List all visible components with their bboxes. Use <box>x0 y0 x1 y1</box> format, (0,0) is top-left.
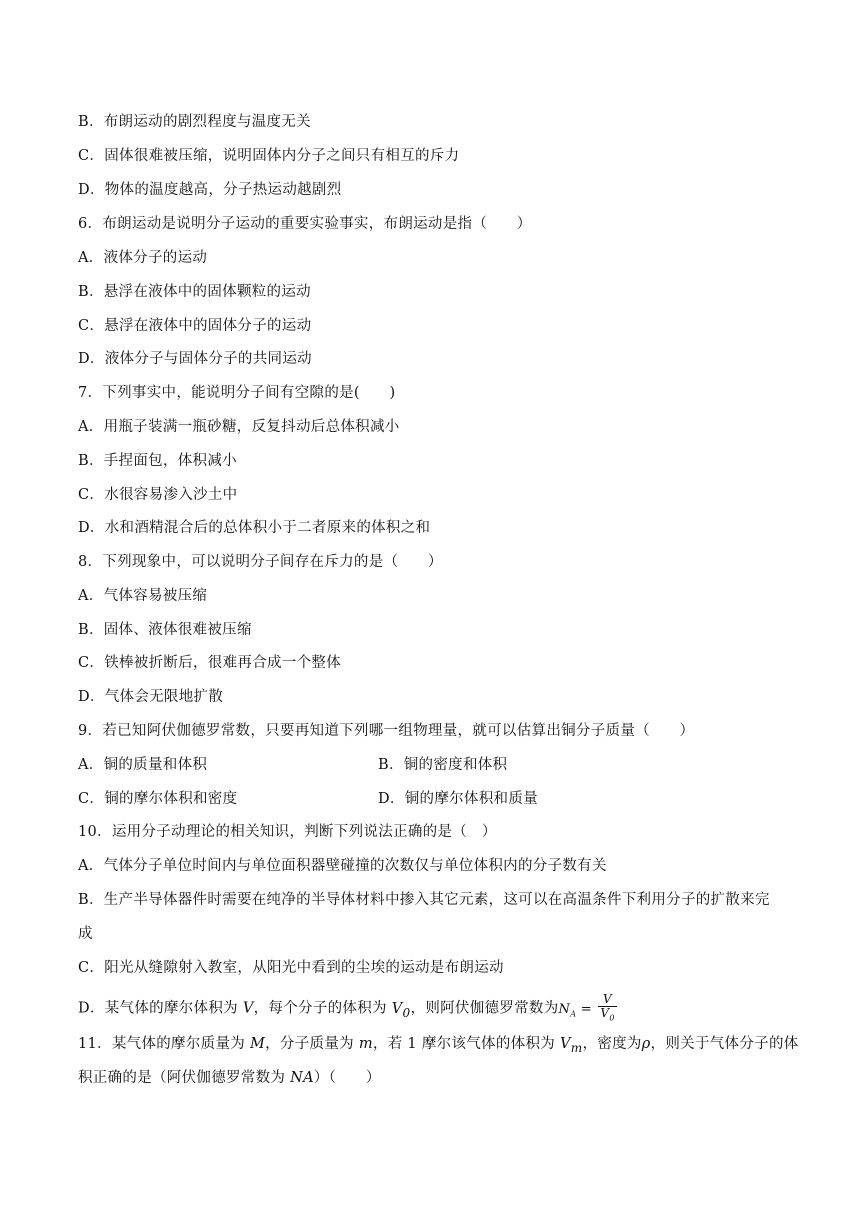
q11-var-m: m <box>358 1036 373 1052</box>
q5-option-c: C．固体很难被压缩，说明固体内分子之间只有相互的斥力 <box>78 148 460 164</box>
q11-stem-line2: 积正确的是（阿伏伽德罗常数为 NA）（ ） <box>78 1070 381 1086</box>
q10-option-d <box>78 993 617 1024</box>
q6-option-a: A．液体分子的运动 <box>78 250 208 266</box>
q6-option-d: D．液体分子与固体分子的共同运动 <box>78 351 312 367</box>
q11-var-rho: ρ <box>641 1036 651 1052</box>
q11-stem-line1: 11．某气体的摩尔质量为 M，分子质量为 m，若 1 摩尔该气体的体积为 $V_m$，密度为ρ，则关于气体分子的体 <box>78 1036 799 1055</box>
q10-d-formula-fraction <box>598 993 616 1024</box>
q10-d-formula-lhs: $N_A$ = <box>558 1001 597 1019</box>
fraction-numerator: V <box>598 993 616 1007</box>
q9-option-a: A．铜的质量和体积 <box>78 757 208 773</box>
q10-d-text-2: ，每个分子的体积为 <box>253 1000 392 1017</box>
q9-option-b: B．铜的密度和体积 <box>378 757 508 773</box>
q6-stem: 6．布朗运动是说明分子运动的重要实验事实，布朗运动是指（ ） <box>78 216 532 232</box>
q10-option-a: A．气体分子单位时间内与单位面积器壁碰撞的次数仅与单位体积内的分子数有关 <box>78 858 607 874</box>
q7-option-b: B．手捏面包，体积减小 <box>78 453 237 469</box>
q8-option-b: B．固体、液体很难被压缩 <box>78 622 252 638</box>
q10-option-b-line2: 成 <box>78 926 93 942</box>
q10-d-text-1: D．某气体的摩尔体积为 <box>78 1000 243 1017</box>
q11-var-m-cap: M <box>249 1036 266 1052</box>
q10-option-b-line1: B．生产半导体器件时需要在纯净的半导体材料中掺入其它元素，这可以在高温条件下利用分子的扩散来完 <box>78 892 770 908</box>
q8-option-c: C．铁棒被折断后，很难再合成一个整体 <box>78 655 341 671</box>
q9-option-c: C．铜的摩尔体积和密度 <box>78 791 238 807</box>
q5-option-b: B．布朗运动的剧烈程度与温度无关 <box>78 114 311 130</box>
q6-option-b: B．悬浮在液体中的固体颗粒的运动 <box>78 284 311 300</box>
q7-option-c: C．水很容易渗入沙土中 <box>78 487 238 503</box>
q11-var-vm: $V_m$ <box>559 1036 583 1055</box>
q7-option-d: D．水和酒精混合后的总体积小于二者原来的体积之和 <box>78 520 431 536</box>
q5-option-d: D．物体的温度越高，分子热运动越剧烈 <box>78 182 342 198</box>
q7-stem: 7．下列事实中，能说明分子间有空隙的是( ) <box>78 385 396 401</box>
q10-d-var-v0: $V_0$ <box>391 1000 411 1020</box>
q9-stem: 9．若已知阿伏伽德罗常数，只要再知道下列哪一组物理量，就可以估算出铜分子质量（ ） <box>78 723 695 739</box>
q8-option-d: D．气体会无限地扩散 <box>78 689 224 705</box>
q6-option-c: C．悬浮在液体中的固体分子的运动 <box>78 318 312 334</box>
q11-var-na: NA <box>290 1070 314 1086</box>
q10-stem: 10．运用分子动理论的相关知识，判断下列说法正确的是（ ） <box>78 824 497 840</box>
q10-d-text-3: ，则阿伏伽德罗常数为 <box>410 1000 559 1017</box>
q9-option-d: D．铜的摩尔体积和质量 <box>378 791 538 807</box>
q10-option-c: C．阳光从缝隙射入教室，从阳光中看到的尘埃的运动是布朗运动 <box>78 960 504 976</box>
q8-option-a: A．气体容易被压缩 <box>78 588 208 604</box>
q10-d-var-v: V <box>242 1000 254 1017</box>
q8-stem: 8．下列现象中，可以说明分子间存在斥力的是（ ） <box>78 554 443 570</box>
fraction-denominator: $V_0$ <box>600 1006 615 1023</box>
q7-option-a: A．用瓶子装满一瓶砂糖，反复抖动后总体积减小 <box>78 419 400 435</box>
